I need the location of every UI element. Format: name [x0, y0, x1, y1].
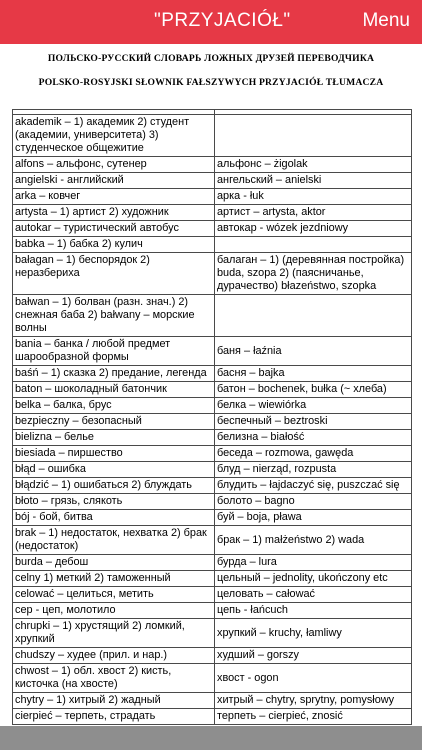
russian-word-cell: целовать – całować — [215, 587, 412, 603]
russian-word-cell: блудить – łajdaczyć się, puszczać się — [215, 478, 412, 494]
polish-word-cell: baton – шоколадный батончик — [13, 382, 215, 398]
table-row — [13, 571, 412, 587]
russian-word-cell: артист – artysta, aktor — [215, 205, 412, 221]
russian-word-cell: балаган – 1) (деревянная постройка) buda, szopa 2) (паясничанье, дурачество) błazeństwo, szopka — [215, 253, 412, 295]
table-row — [13, 462, 412, 478]
russian-word-cell: брак – 1) małżeństwo 2) wada — [215, 526, 412, 555]
dictionary-table — [12, 109, 412, 725]
table-row — [13, 253, 412, 295]
table-row — [13, 648, 412, 664]
russian-word-cell: беспечный – beztroski — [215, 414, 412, 430]
russian-word-cell — [215, 237, 412, 253]
polish-word-cell: cierpieć – терпеть, страдать — [13, 709, 215, 725]
polish-word-cell: bałwan – 1) болван (разн. знач.) 2) снежная баба 2) bałwany – морские волны — [13, 295, 215, 337]
russian-word-cell: белизна – białość — [215, 430, 412, 446]
dictionary-heading-pl: POLSKO-ROSYJSKI SŁOWNIK FAŁSZYWYCH PRZYJACIÓŁ TŁUMACZA — [38, 77, 384, 88]
russian-word-cell: белка – wiewiórka — [215, 398, 412, 414]
table-row — [13, 237, 412, 253]
russian-word-cell: беседа – rozmowa, gawęda — [215, 446, 412, 462]
russian-word-cell: худший – gorszy — [215, 648, 412, 664]
dictionary-heading-ru: ПОЛЬСКО-РУССКИЙ СЛОВАРЬ ЛОЖНЫХ ДРУЗЕЙ ПЕРЕВОДЧИКА — [47, 53, 375, 64]
menu-button[interactable]: Menu — [362, 10, 410, 31]
table-row — [13, 510, 412, 526]
table-row — [13, 337, 412, 366]
russian-word-cell: хрупкий – kruchy, łamliwy — [215, 619, 412, 648]
russian-word-cell: блуд – nierząd, rozpusta — [215, 462, 412, 478]
polish-word-cell: belka – балка, брус — [13, 398, 215, 414]
polish-word-cell: cep - цеп, молотило — [13, 603, 215, 619]
russian-word-cell: цельный – jednolity, ukończony etc — [215, 571, 412, 587]
polish-word-cell: błąd – ошибка — [13, 462, 215, 478]
table-row — [13, 430, 412, 446]
nav-bar — [0, 0, 422, 44]
russian-word-cell: альфонс – żigolak — [215, 157, 412, 173]
russian-word-cell: цепь - łańcuch — [215, 603, 412, 619]
polish-word-cell: bałagan – 1) беспорядок 2) неразбериха — [13, 253, 215, 295]
polish-word-cell: błądzić – 1) ошибаться 2) блуждать — [13, 478, 215, 494]
russian-word-cell: ангельский – anielski — [215, 173, 412, 189]
nav-title: "PRZYJACIÓŁ" — [154, 10, 291, 31]
russian-word-cell — [215, 295, 412, 337]
polish-word-cell: błoto – грязь, слякоть — [13, 494, 215, 510]
polish-word-cell: bezpieczny – безопасный — [13, 414, 215, 430]
table-row — [13, 619, 412, 648]
table-row — [13, 414, 412, 430]
table-row — [13, 205, 412, 221]
polish-word-cell: babka – 1) бабка 2) кулич — [13, 237, 215, 253]
polish-word-cell: arka – ковчег — [13, 189, 215, 205]
russian-word-cell: автокар - wózek jezdniowy — [215, 221, 412, 237]
table-row — [13, 494, 412, 510]
table-row — [13, 664, 412, 693]
table-row — [13, 173, 412, 189]
russian-word-cell: терпеть – cierpieć, znosić — [215, 709, 412, 725]
table-row — [13, 366, 412, 382]
table-row — [13, 603, 412, 619]
table-row — [13, 526, 412, 555]
polish-word-cell: akademik – 1) академик 2) студент (академии, университета) 3) студенческое общежитие — [13, 115, 215, 157]
russian-word-cell: батон – bochenek, bułka (~ хлеба) — [215, 382, 412, 398]
table-row — [13, 555, 412, 571]
polish-word-cell: burda – дебош — [13, 555, 215, 571]
polish-word-cell: chudszy – худее (прил. и нар.) — [13, 648, 215, 664]
russian-word-cell: хвост - ogon — [215, 664, 412, 693]
polish-word-cell: angielski - английский — [13, 173, 215, 189]
polish-word-cell: bielizna – белье — [13, 430, 215, 446]
table-row — [13, 446, 412, 462]
russian-word-cell: буй – boja, pława — [215, 510, 412, 526]
table-row — [13, 709, 412, 725]
polish-word-cell: bój - бой, битва — [13, 510, 215, 526]
table-row — [13, 189, 412, 205]
table-row — [13, 398, 412, 414]
russian-word-cell — [215, 115, 412, 157]
polish-word-cell: baśń – 1) сказка 2) предание, легенда — [13, 366, 215, 382]
table-row — [13, 587, 412, 603]
bottom-scroll-bar[interactable] — [0, 726, 422, 750]
polish-word-cell: autokar – туристический автобус — [13, 221, 215, 237]
russian-word-cell: баня – łaźnia — [215, 337, 412, 366]
table-row — [13, 221, 412, 237]
polish-word-cell: chytry – 1) хитрый 2) жадный — [13, 693, 215, 709]
table-row — [13, 382, 412, 398]
polish-word-cell: bania – банка / любой предмет шарообразной формы — [13, 337, 215, 366]
russian-word-cell: басня – bajka — [215, 366, 412, 382]
polish-word-cell: biesiada – пиршество — [13, 446, 215, 462]
russian-word-cell: арка - łuk — [215, 189, 412, 205]
table-row — [13, 115, 412, 157]
polish-word-cell: artysta – 1) артист 2) художник — [13, 205, 215, 221]
table-row — [13, 478, 412, 494]
polish-word-cell: alfons – альфонс, сутенер — [13, 157, 215, 173]
polish-word-cell: brak – 1) недостаток, нехватка 2) брак (недостаток) — [13, 526, 215, 555]
russian-word-cell: хитрый – chytry, sprytny, pomysłowy — [215, 693, 412, 709]
table-row — [13, 295, 412, 337]
russian-word-cell: бурда – lura — [215, 555, 412, 571]
table-row — [13, 157, 412, 173]
table-row — [13, 693, 412, 709]
polish-word-cell: celny 1) меткий 2) таможенный — [13, 571, 215, 587]
polish-word-cell: celować – целиться, метить — [13, 587, 215, 603]
polish-word-cell: chrupki – 1) хрустящий 2) ломкий, хрупкий — [13, 619, 215, 648]
polish-word-cell: chwost – 1) обл. хвост 2) кисть, кисточка (на хвосте) — [13, 664, 215, 693]
russian-word-cell: болото – bagno — [215, 494, 412, 510]
